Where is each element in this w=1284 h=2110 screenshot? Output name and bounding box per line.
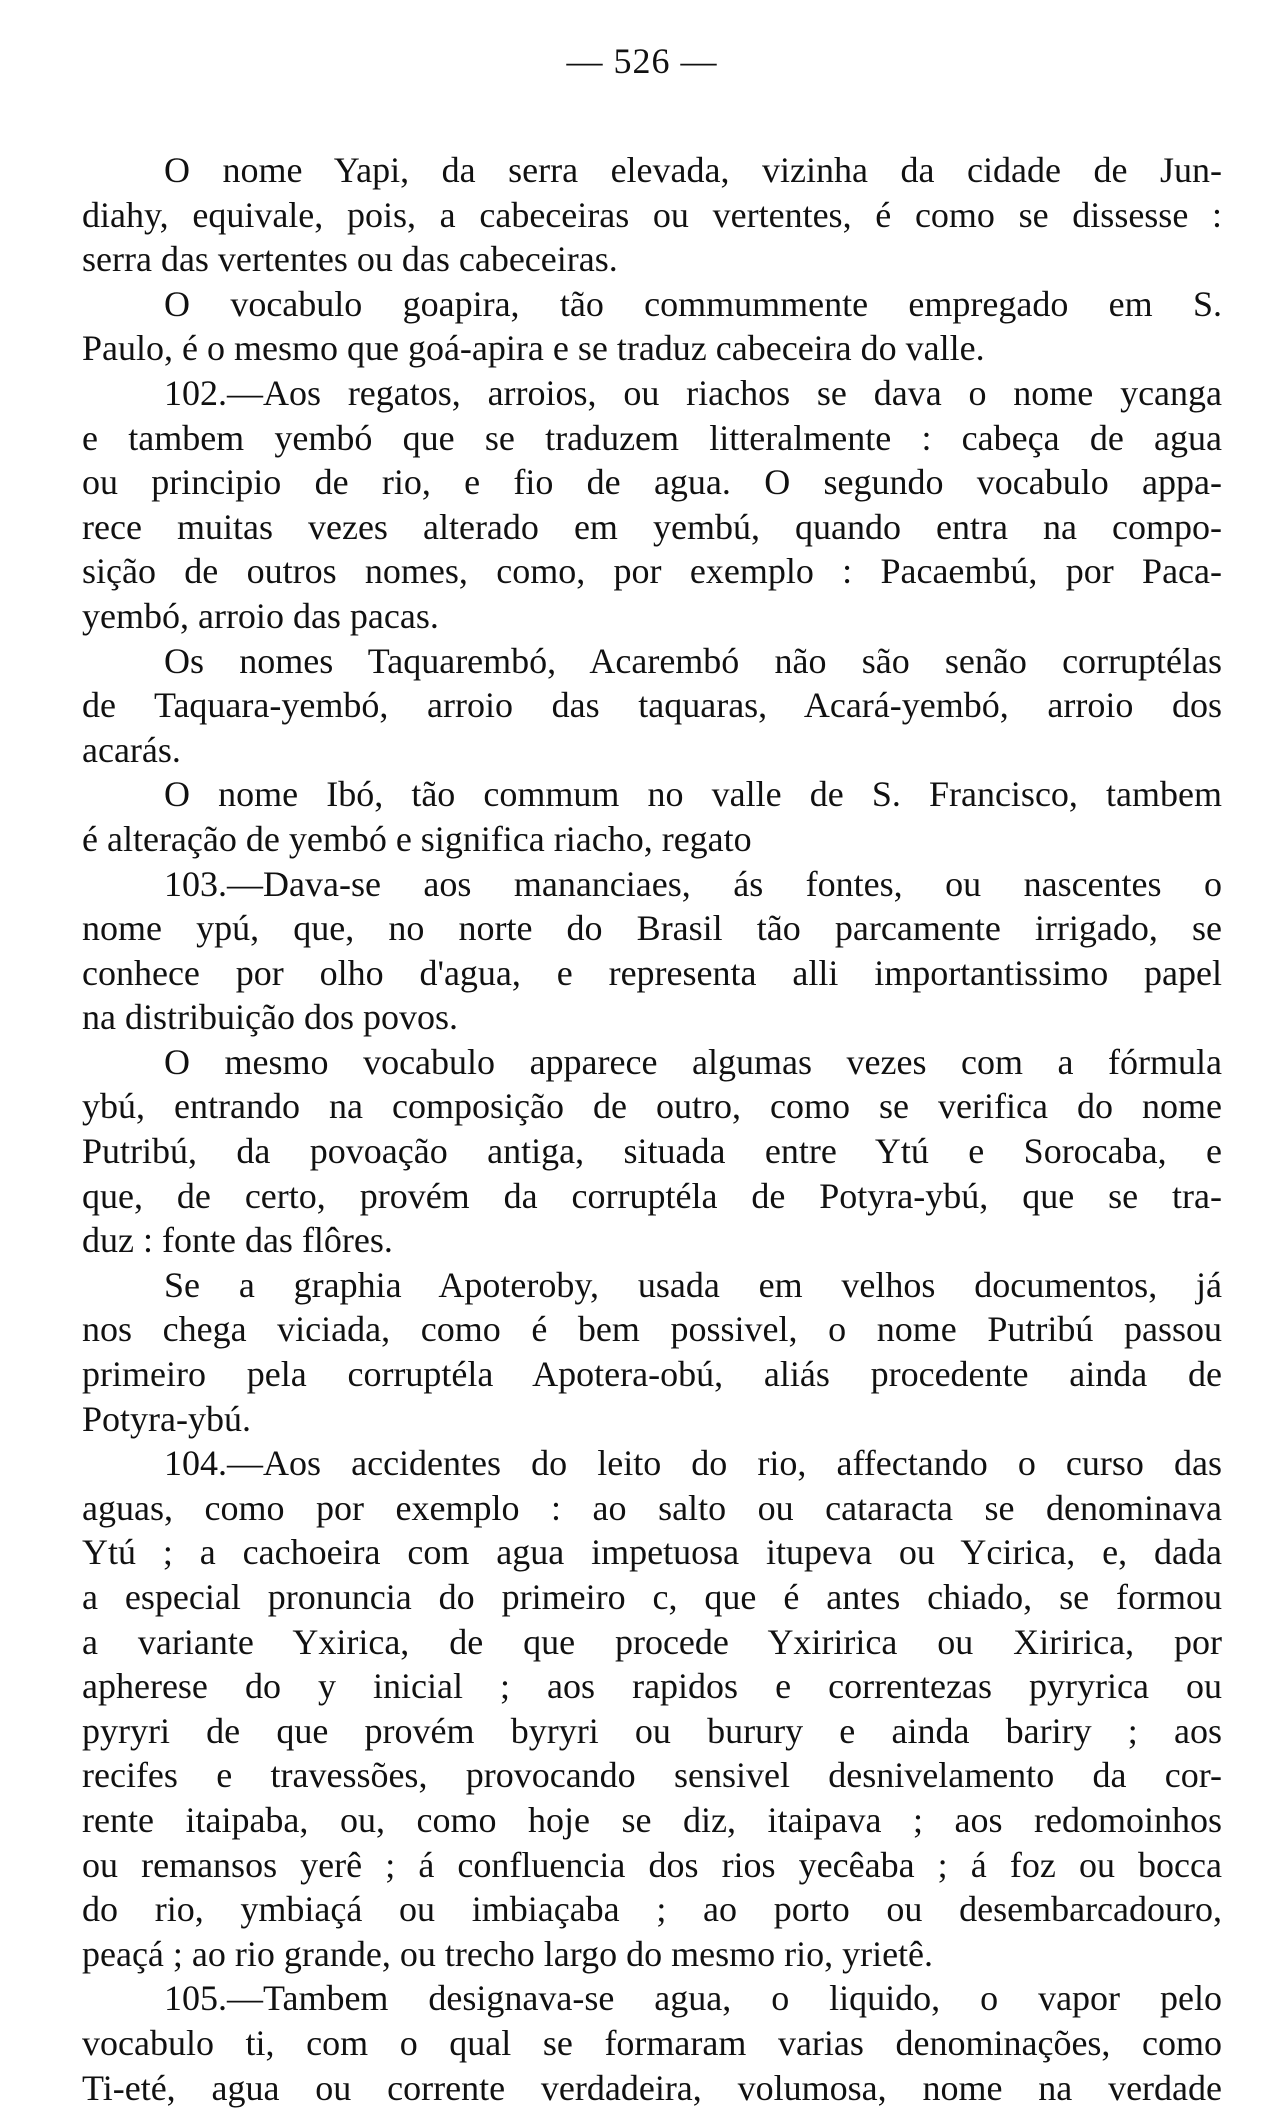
text-line: de Taquara-yembó, arroio das taquaras, Acará-yembó, arroio dos <box>82 685 1222 726</box>
text-line: a variante Yxirica, de que procede Yxiririca ou Xiririca, por <box>82 1621 1222 1662</box>
page-number: — 526 — <box>566 41 718 81</box>
text-line: pyryri de que provém byryri ou burury e ainda bariry ; aos <box>82 1710 1222 1751</box>
text-line: rece muitas vezes alterado em yembú, quando entra na compo- <box>82 506 1222 547</box>
text-line: rente itaipaba, ou, como hoje se diz, itaipava ; aos redomoinhos <box>82 1799 1222 1840</box>
text-line: recifes e travessões, provocando sensivel desnivelamento da cor- <box>82 1755 1222 1796</box>
text-line: nos chega viciada, como é bem possivel, o nome Putribú passou <box>82 1309 1222 1350</box>
text-line: Potyra-ybú. <box>82 1398 251 1439</box>
body-text <box>82 148 1222 2110</box>
text-line: Paulo, é o mesmo que goá-apira e se traduz cabeceira do valle. <box>82 328 985 369</box>
text-line: yembó, arroio das pacas. <box>82 595 439 636</box>
text-line: Ti-eté, agua ou corrente verdadeira, volumosa, nome na verdade <box>82 2067 1222 2108</box>
text-line: e tambem yembó que se traduzem litteralmente : cabeça de agua <box>82 417 1222 458</box>
text-line: vocabulo ti, com o qual se formaram varias denominações, como <box>82 2022 1222 2063</box>
text-line: que, de certo, provém da corruptéla de Potyra-ybú, que se tra- <box>82 1175 1222 1216</box>
text-line: O nome Yapi, da serra elevada, vizinha da cidade de Jun- <box>164 150 1222 190</box>
text-line: aguas, como por exemplo : ao salto ou cataracta se denominava <box>82 1487 1222 1528</box>
text-line: O vocabulo goapira, tão commummente empregado em S. <box>164 283 1222 324</box>
text-line: a especial pronuncia do primeiro c, que é antes chiado, se formou <box>82 1577 1222 1617</box>
text-line: O nome Ibó, tão commum no valle de S. Francisco, tambem <box>164 774 1222 815</box>
text-line: conhece por olho d'agua, e representa alli importantissimo papel <box>82 952 1222 993</box>
text-line: peaçá ; ao rio grande, ou trecho largo do mesmo rio, yrietê. <box>82 1933 934 1974</box>
text-line: 103.—Dava-se aos mananciaes, ás fontes, ou nascentes o <box>164 863 1222 904</box>
text-line: Ytú ; a cachoeira com agua impetuosa itupeva ou Ycirica, e, dada <box>82 1532 1222 1573</box>
text-line: O mesmo vocabulo apparece algumas vezes com a fórmula <box>164 1041 1222 1082</box>
text-line: serra das vertentes ou das cabeceiras. <box>82 239 618 280</box>
text-line: ou principio de rio, e fio de agua. O segundo vocabulo appa- <box>82 462 1222 503</box>
text-line: acarás. <box>82 729 181 770</box>
text-line: na distribuição dos povos. <box>82 997 458 1038</box>
text-line: 105.—Tambem designava-se agua, o liquido, o vapor pelo <box>164 1978 1222 2019</box>
text-line: ou remansos yerê ; á confluencia dos rios yecêaba ; á foz ou bocca <box>82 1844 1222 1885</box>
text-line: duz : fonte das flôres. <box>82 1220 393 1261</box>
text-line: ybú, entrando na composição de outro, como se verifica do nome <box>82 1086 1222 1127</box>
text-line: 102.—Aos regatos, arroios, ou riachos se dava o nome ycanga <box>164 372 1222 413</box>
text-line: primeiro pela corruptéla Apotera-obú, aliás procedente ainda de <box>82 1354 1222 1395</box>
text-line: sição de outros nomes, como, por exemplo : Pacaembú, por Paca- <box>82 551 1222 592</box>
text-line: é alteração de yembó e significa riacho, regato <box>82 818 752 859</box>
text-line: Putribú, da povoação antiga, situada entre Ytú e Sorocaba, e <box>82 1131 1222 1172</box>
text-line: do rio, ymbiaçá ou imbiaçaba ; ao porto ou desembarcadouro, <box>82 1889 1222 1930</box>
text-line: apherese do y inicial ; aos rapidos e correntezas pyryrica ou <box>82 1666 1222 1707</box>
text-line: 104.—Aos accidentes do leito do rio, affectando o curso das <box>164 1443 1222 1484</box>
text-line: nome ypú, que, no norte do Brasil tão parcamente irrigado, se <box>82 908 1222 949</box>
text-line: diahy, equivale, pois, a cabeceiras ou vertentes, é como se dissesse : <box>82 194 1222 235</box>
text-line: Se a graphia Apoteroby, usada em velhos documentos, já <box>164 1264 1222 1305</box>
text-line: Os nomes Taquarembó, Acarembó não são senão corruptélas <box>164 640 1222 681</box>
